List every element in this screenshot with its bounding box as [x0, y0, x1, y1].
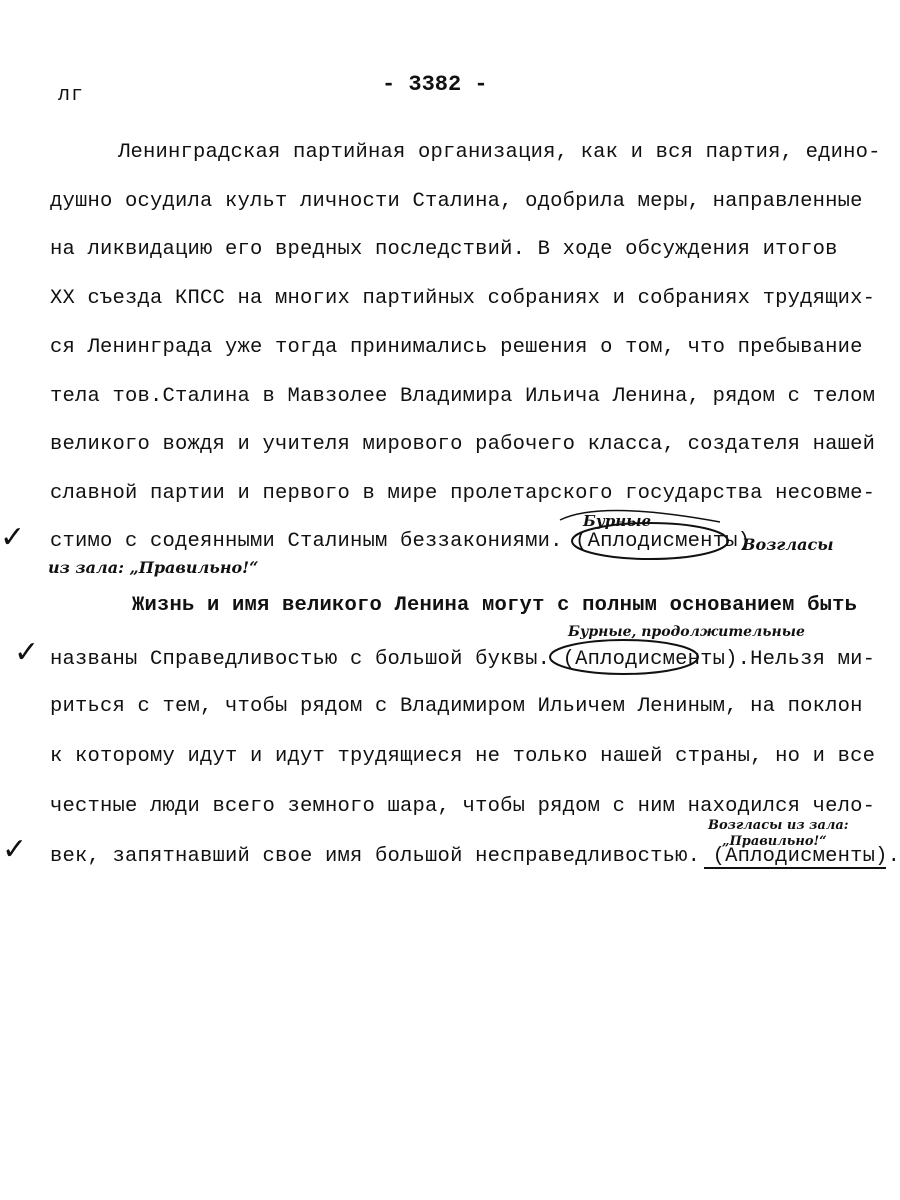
handwritten-note: Бурные, продолжительные	[568, 624, 805, 640]
paragraph-line: век, запятнавший свое имя большой несправедливостью. (Аплодисменты).	[50, 845, 900, 868]
paragraph-line: к которому идут и идут трудящиеся не только нашей страны, но и все	[50, 745, 876, 768]
paragraph-line: великого вождя и учителя мирового рабочего класса, создателя нашей	[50, 433, 876, 456]
circle-annotation	[550, 640, 698, 674]
pen-stroke	[560, 510, 720, 522]
header-mark: лг	[58, 84, 85, 107]
handwritten-note: из зала: „Правильно!“	[48, 558, 259, 577]
checkmark-icon: ✓	[2, 832, 28, 867]
paragraph-line: Ленинградская партийная организация, как и вся партия, едино-	[118, 141, 881, 164]
paragraph-line: XX съезда КПСС на многих партийных собраниях и собраниях трудящих-	[50, 287, 876, 310]
paragraph-line: названы Справедливостью с большой буквы. (Аплодисменты).Нельзя ми-	[50, 648, 876, 671]
paragraph-line: честные люди всего земного шара, чтобы рядом с ним находился чело-	[50, 795, 876, 818]
paragraph-line: риться с тем, чтобы рядом с Владимиром Ильичем Лениным, на поклон	[50, 695, 863, 718]
page-number: - 3382 -	[382, 72, 488, 97]
handwritten-note: „Правильно!“	[722, 834, 827, 849]
handwritten-note: Возгласы	[742, 535, 834, 554]
paragraph-line: славной партии и первого в мире пролетарского государства несовме-	[50, 482, 876, 505]
handwritten-note: Возгласы из зала:	[708, 818, 849, 833]
handwritten-note: Бурные	[583, 512, 652, 530]
paragraph-line: стимо с содеянными Сталиным беззакониями. (Аплодисменты)	[50, 530, 751, 553]
checkmark-icon: ✓	[0, 520, 26, 555]
paragraph-line: тела тов.Сталина в Мавзолее Владимира Ильича Ленина, рядом с телом	[50, 385, 876, 408]
checkmark-icon: ✓	[14, 635, 40, 670]
paragraph-line: душно осудила культ личности Сталина, одобрила меры, направленные	[50, 190, 863, 213]
paragraph-line: на ликвидацию его вредных последствий. В ходе обсуждения итогов	[50, 238, 838, 261]
circle-annotation	[572, 523, 728, 559]
paragraph-line: ся Ленинграда уже тогда принимались решения о том, что пребывание	[50, 336, 863, 359]
paragraph-line: Жизнь и имя великого Ленина могут с полным основанием быть	[132, 594, 858, 617]
